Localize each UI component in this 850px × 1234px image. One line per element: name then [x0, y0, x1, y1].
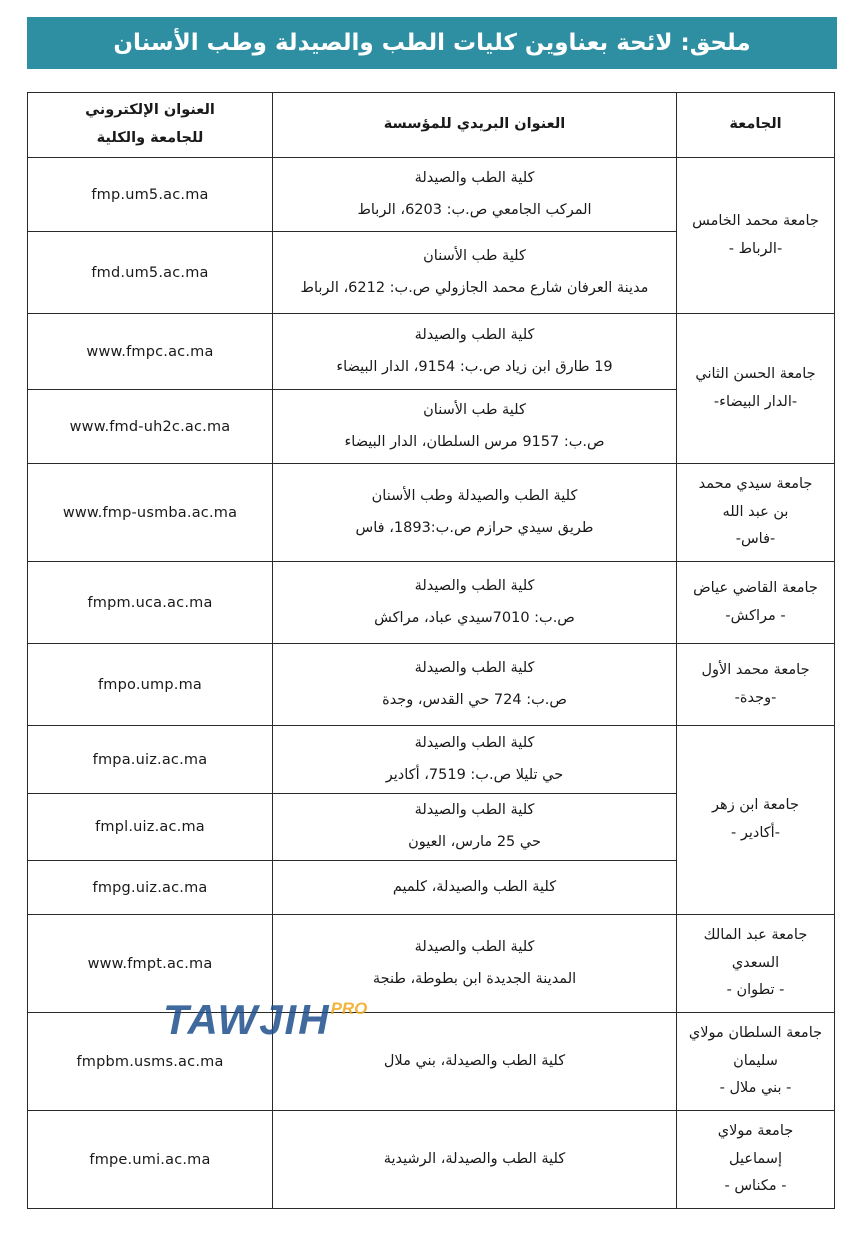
- postal-address-line: كلية الطب والصيدلة: [414, 169, 535, 186]
- postal-address-line: المدينة الجديدة ابن بطوطة، طنجة: [372, 970, 577, 987]
- university-cell: [677, 158, 835, 314]
- table-header-row: [28, 93, 835, 158]
- postal-address-line: كلية الطب والصيدلة: [414, 326, 535, 343]
- university-name-line: -الرباط -: [728, 240, 783, 257]
- postal-address-line: ص.ب: 7010سيدي عباد، مراكش: [374, 609, 575, 626]
- postal-address-line: كلية الطب والصيدلة: [414, 938, 535, 955]
- postal-address-cell: [273, 464, 677, 562]
- university-cell: [677, 314, 835, 464]
- table-row: [28, 1111, 835, 1209]
- postal-address-line: كلية الطب والصيدلة، الرشيدية: [383, 1150, 566, 1167]
- postal-address-line: طريق سيدي حرازم ص.ب:1893، فاس: [355, 519, 594, 536]
- faculty-website-link[interactable]: fmpa.uiz.ac.ma: [92, 751, 208, 768]
- university-name-line: بن عبد الله: [722, 503, 789, 520]
- email-address-cell: [28, 232, 273, 314]
- postal-address-line: كلية الطب والصيدلة: [414, 659, 535, 676]
- postal-address-cell: [273, 861, 677, 915]
- university-name-line: سليمان: [733, 1052, 778, 1069]
- faculty-website-link[interactable]: www.fmpt.ac.ma: [87, 955, 213, 972]
- university-name-line: جامعة ابن زهر: [712, 797, 799, 814]
- university-cell: [677, 1111, 835, 1209]
- postal-address-line: كلية الطب والصيدلة: [414, 734, 535, 751]
- university-name-line: -فاس-: [735, 531, 776, 548]
- email-address-cell: [28, 794, 273, 861]
- postal-address-line: كلية طب الأسنان: [423, 247, 526, 264]
- faculty-website-link[interactable]: fmpl.uiz.ac.ma: [95, 819, 205, 835]
- postal-address-line: ص.ب: 724 حي القدس، وجدة: [382, 691, 567, 708]
- university-cell: [677, 1013, 835, 1111]
- faculties-address-table: [27, 92, 835, 1209]
- postal-address-cell: [273, 158, 677, 232]
- university-cell: [677, 915, 835, 1013]
- postal-address-cell: [273, 1111, 677, 1209]
- university-name-line: -الدار البيضاء-: [713, 393, 798, 410]
- postal-address-line: كلية الطب والصيدلة: [414, 802, 535, 819]
- university-name-line: جامعة عبد المالك: [703, 927, 808, 944]
- postal-address-line: حي تليلا ص.ب: 7519، أكادير: [385, 766, 564, 783]
- university-name-line: جامعة محمد الخامس: [692, 212, 819, 229]
- postal-address-line: كلية طب الأسنان: [423, 401, 526, 418]
- email-address-cell: [28, 861, 273, 915]
- faculty-website-link[interactable]: fmpbm.usms.ac.ma: [76, 1053, 224, 1070]
- table-row: [28, 1013, 835, 1111]
- university-name-line: - بني ملال -: [719, 1080, 792, 1097]
- postal-address-cell: [273, 915, 677, 1013]
- faculty-website-link[interactable]: www.fmd-uh2c.ac.ma: [69, 418, 231, 435]
- email-address-cell: [28, 644, 273, 726]
- table-row: [28, 915, 835, 1013]
- faculty-website-link[interactable]: www.fmpc.ac.ma: [86, 343, 214, 360]
- postal-address-cell: [273, 314, 677, 390]
- postal-address-cell: [273, 1013, 677, 1111]
- postal-address-line: 19 طارق ابن زياد ص.ب: 9154، الدار البيضاء: [336, 358, 613, 375]
- watermark-sub-text: PRO: [330, 999, 368, 1018]
- faculty-website-link[interactable]: fmd.um5.ac.ma: [91, 264, 209, 281]
- postal-address-line: مدينة العرفان شارع محمد الجازولي ص.ب: 6212، الرباط: [300, 279, 649, 296]
- university-name-line: -أكادير -: [731, 825, 780, 841]
- table-row: [28, 464, 835, 562]
- postal-address-cell: [273, 562, 677, 644]
- page-title-banner: [27, 17, 837, 69]
- table-row: [28, 562, 835, 644]
- faculty-website-link[interactable]: www.fmp-usmba.ac.ma: [62, 504, 238, 521]
- faculty-website-link[interactable]: fmpe.umi.ac.ma: [89, 1151, 211, 1168]
- university-name-line: إسماعيل: [729, 1150, 782, 1167]
- postal-address-line: كلية الطب والصيدلة، كلميم: [392, 878, 557, 895]
- university-name-line: -وجدة-: [734, 689, 777, 706]
- table-row: [28, 644, 835, 726]
- postal-address-line: كلية الطب والصيدلة: [414, 577, 535, 594]
- university-name-line: جامعة سيدي محمد: [698, 476, 813, 493]
- postal-address-cell: [273, 726, 677, 794]
- email-address-cell: [28, 158, 273, 232]
- university-name-line: - تطوان -: [726, 982, 785, 999]
- faculty-website-link[interactable]: fmpo.ump.ma: [98, 676, 202, 693]
- university-cell: [677, 644, 835, 726]
- university-name-line: جامعة القاضي عياض: [693, 579, 818, 596]
- postal-address-cell: [273, 644, 677, 726]
- postal-address-line: ص.ب: 9157 مرس السلطان، الدار البيضاء: [344, 433, 605, 450]
- table-row: [28, 726, 835, 794]
- university-name-line: جامعة مولاي: [717, 1123, 794, 1140]
- postal-address-line: كلية الطب والصيدلة وطب الأسنان: [371, 487, 578, 504]
- postal-address-line: المركب الجامعي ص.ب: 6203، الرباط: [357, 201, 592, 218]
- column-header-postal: العنوان البريدي للمؤسسة: [273, 93, 677, 158]
- university-cell: [677, 562, 835, 644]
- postal-address-line: حي 25 مارس، العيون: [408, 834, 541, 850]
- postal-address-cell: [273, 794, 677, 861]
- faculty-website-link[interactable]: fmpg.uiz.ac.ma: [92, 879, 208, 896]
- column-header-email: [28, 93, 273, 158]
- email-address-cell: [28, 1111, 273, 1209]
- university-name-line: جامعة محمد الأول: [701, 661, 810, 678]
- email-address-cell: [28, 915, 273, 1013]
- faculty-website-link[interactable]: fmp.um5.ac.ma: [91, 186, 209, 203]
- column-header-university: الجامعة: [677, 93, 835, 158]
- email-address-cell: [28, 1013, 273, 1111]
- email-address-cell: [28, 314, 273, 390]
- university-name-line: - مراكش-: [725, 607, 786, 624]
- email-address-cell: [28, 562, 273, 644]
- email-address-cell: [28, 464, 273, 562]
- postal-address-line: كلية الطب والصيدلة، بني ملال: [383, 1052, 566, 1069]
- column-header-email-line1: العنوان الإلكتروني: [85, 102, 215, 119]
- postal-address-cell: [273, 390, 677, 464]
- faculty-website-link[interactable]: fmpm.uca.ac.ma: [87, 594, 213, 611]
- university-name-line: جامعة الحسن الثاني: [695, 365, 816, 382]
- email-address-cell: [28, 726, 273, 794]
- university-name-line: جامعة السلطان مولاي: [688, 1025, 823, 1042]
- watermark-main-text: TAWJIH: [163, 996, 331, 1043]
- university-name-line: السعدي: [731, 954, 780, 971]
- table-row: [28, 158, 835, 232]
- email-address-cell: [28, 390, 273, 464]
- university-cell: [677, 464, 835, 562]
- column-header-email-line2: للجامعة والكلية: [96, 130, 204, 146]
- table-row: [28, 314, 835, 390]
- university-name-line: - مكناس -: [724, 1178, 787, 1195]
- university-cell: [677, 726, 835, 915]
- page-title: ملحق: لائحة بعناوين كليات الطب والصيدلة وطب الأسنان: [113, 30, 751, 56]
- postal-address-cell: [273, 232, 677, 314]
